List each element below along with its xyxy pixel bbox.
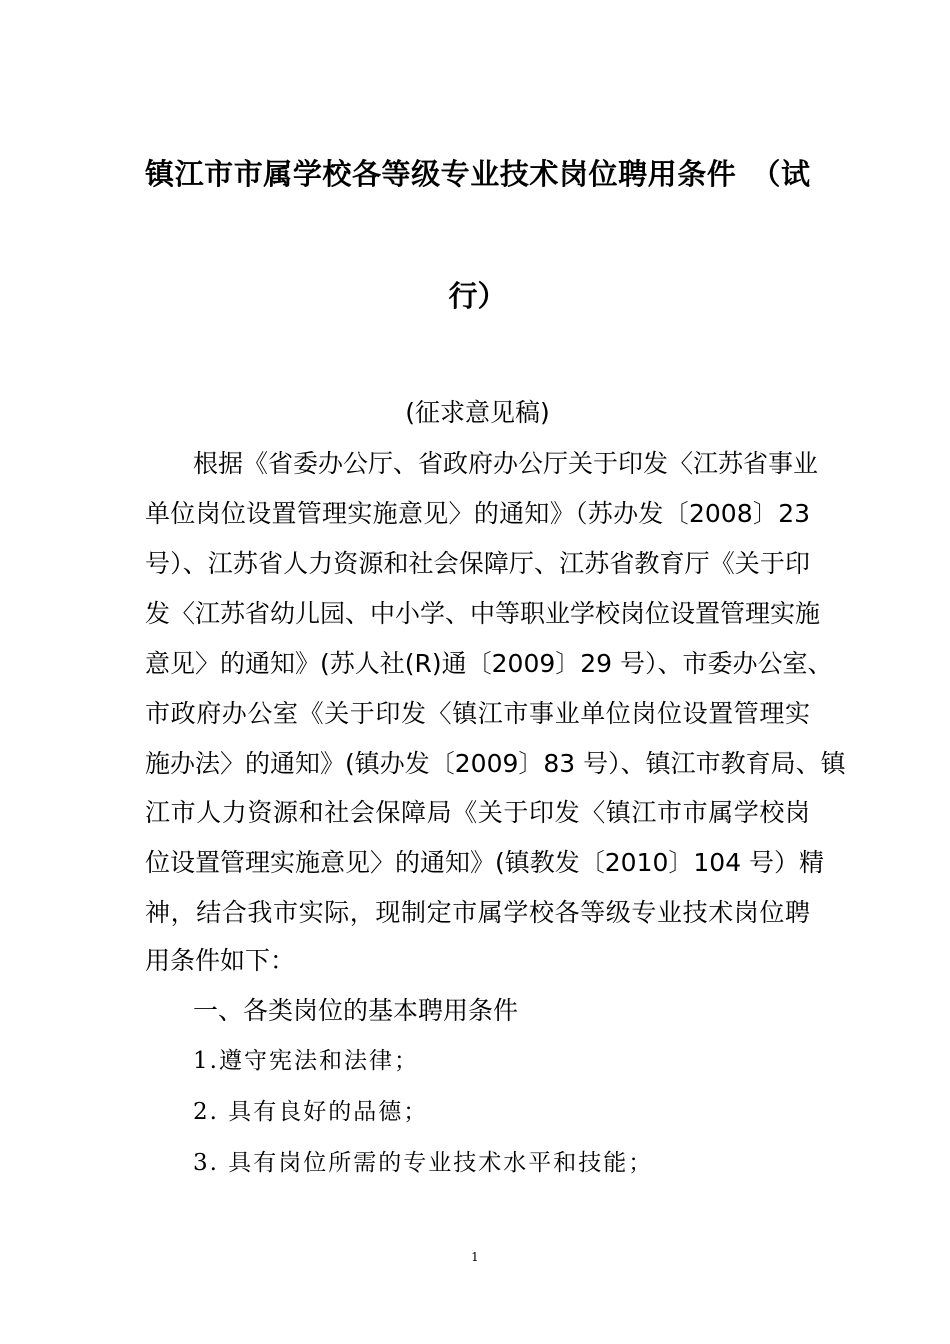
- document-title-line-2: 行）: [448, 279, 507, 313]
- list-item-3: 3. 具有岗位所需的专业技术水平和技能；: [193, 1150, 654, 1176]
- body-line-9: 位设置管理实施意见〉的通知》(镇教发〔2010〕104 号）精: [145, 848, 825, 877]
- body-line-2: 单位岗位设置管理实施意见〉的通知》（苏办发〔2008〕23: [145, 499, 810, 528]
- section-heading: 一、各类岗位的基本聘用条件: [193, 996, 519, 1025]
- body-line-6: 市政府办公室《关于印发〈镇江市事业单位岗位设置管理实: [145, 699, 810, 728]
- list-item-1: 1.遵守宪法和法律；: [193, 1048, 419, 1074]
- body-line-11: 用条件如下：: [145, 946, 296, 975]
- body-line-8: 江市人力资源和社会保障局《关于印发〈镇江市市属学校岗: [145, 798, 810, 827]
- document-title-line-1: 镇江市市属学校各等级专业技术岗位聘用条件 （试: [145, 157, 810, 191]
- body-line-7: 施办法〉的通知》(镇办发〔2009〕83 号）、镇江市教育局、镇: [145, 749, 846, 778]
- list-item-2: 2. 具有良好的品德；: [193, 1099, 429, 1125]
- body-line-3: 号）、江苏省人力资源和社会保障厅、江苏省教育厅《关于印: [145, 549, 810, 578]
- body-line-1: 根据《省委办公厅、省政府办公厅关于印发〈江苏省事业: [193, 449, 819, 478]
- body-line-5: 意见〉的通知》(苏人社(R)通〔2009〕29 号）、市委办公室、: [145, 649, 833, 678]
- body-line-10: 神，结合我市实际，现制定市属学校各等级专业技术岗位聘: [145, 898, 810, 927]
- page-number: 1: [471, 1250, 479, 1264]
- body-line-4: 发〈江苏省幼儿园、中小学、中等职业学校岗位设置管理实施: [145, 599, 821, 628]
- document-subtitle: (征求意见稿): [405, 398, 550, 427]
